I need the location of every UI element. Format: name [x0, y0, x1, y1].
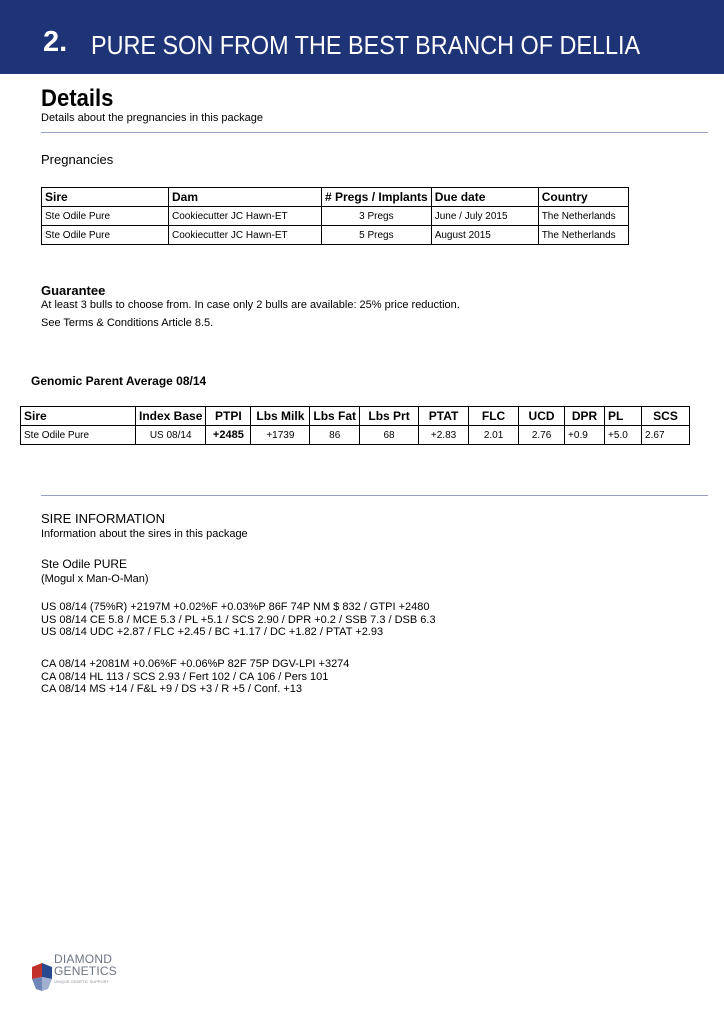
proof-line: US 08/14 (75%R) +2197M +0.02%F +0.03%P 86F 74P NM $ 832 / GTPI +2480	[41, 601, 430, 613]
table-cell: The Netherlands	[538, 207, 628, 226]
table-cell: +2.83	[419, 426, 469, 445]
column-header: Index Base	[136, 407, 206, 426]
table-row	[42, 226, 629, 245]
sire-pedigree: (Mogul x Man-O-Man)	[41, 573, 149, 585]
table-row	[21, 426, 690, 445]
proof-line: CA 08/14 HL 113 / SCS 2.93 / Fert 102 / CA 106 / Pers 101	[41, 670, 329, 683]
column-header: FLC	[469, 407, 519, 426]
table-cell: Ste Odile Pure	[21, 426, 136, 445]
column-header: SCS	[642, 407, 690, 426]
proof-line: US 08/14 CE 5.8 / MCE 5.3 / PL +5.1 / SCS 2.90 / DPR +0.2 / SSB 7.3 / DSB 6.3	[41, 613, 436, 626]
column-header: PTPI	[206, 407, 251, 426]
column-header: Lbs Prt	[360, 407, 419, 426]
table-cell: +1739	[251, 426, 310, 445]
genomic-table	[20, 406, 690, 445]
proof-line: US 08/14 UDC +2.87 / FLC +2.45 / BC +1.17 / DC +1.82 / PTAT +2.93	[41, 626, 384, 638]
table-cell: Cookiecutter JC Hawn-ET	[169, 226, 322, 245]
table-cell: August 2015	[431, 226, 538, 245]
table-cell: 3 Pregs	[322, 207, 432, 226]
proof-line: CA 08/14 +2081M +0.06%F +0.06%P 82F 75P DGV-LPI +3274	[41, 658, 350, 670]
table-row	[42, 207, 629, 226]
ca-proof-block	[41, 658, 349, 696]
table-cell: +0.9	[565, 426, 605, 445]
table-header-row	[42, 188, 629, 207]
proof-line: CA 08/14 MS +14 / F&L +9 / DS +3 / R +5 / Conf. +13	[41, 683, 302, 695]
sire-info-subtitle: Information about the sires in this package	[41, 528, 248, 540]
logo-tagline: UNIQUE GENETIC SUPPORT	[54, 979, 109, 984]
terms-reference: See Terms & Conditions Article 8.5.	[41, 317, 214, 329]
table-cell: +2485	[206, 426, 251, 445]
table-cell: Cookiecutter JC Hawn-ET	[169, 207, 322, 226]
genomic-heading: Genomic Parent Average 08/14	[31, 374, 207, 388]
divider	[41, 132, 708, 133]
table-cell: June / July 2015	[431, 207, 538, 226]
table-cell: Ste Odile Pure	[42, 226, 169, 245]
table-cell: 2.67	[642, 426, 690, 445]
pregnancies-table	[41, 187, 629, 245]
header-banner	[0, 0, 724, 74]
table-cell: 2.76	[519, 426, 565, 445]
table-cell: 5 Pregs	[322, 226, 432, 245]
column-header: # Pregs / Implants	[322, 188, 432, 207]
sire-info-heading: SIRE INFORMATION	[41, 511, 165, 526]
column-header: Sire	[42, 188, 169, 207]
table-cell: US 08/14	[136, 426, 206, 445]
column-header: PL	[605, 407, 642, 426]
column-header: DPR	[565, 407, 605, 426]
column-header: Sire	[21, 407, 136, 426]
column-header: Lbs Milk	[251, 407, 310, 426]
section-title: PURE SON FROM THE BEST BRANCH OF DELLIA	[91, 30, 641, 60]
details-heading: Details	[41, 85, 114, 112]
table-cell: 68	[360, 426, 419, 445]
diamond-genetics-logo	[32, 953, 122, 998]
column-header: UCD	[519, 407, 565, 426]
divider	[41, 495, 708, 496]
us-proof-block	[41, 601, 436, 639]
table-cell: +5.0	[605, 426, 642, 445]
guarantee-text: At least 3 bulls to choose from. In case only 2 bulls are available: 25% price reduction.	[41, 299, 460, 311]
table-cell: 2.01	[469, 426, 519, 445]
pregnancies-heading: Pregnancies	[41, 152, 114, 167]
section-number: 2.	[43, 26, 68, 58]
details-subtitle: Details about the pregnancies in this package	[41, 112, 263, 124]
logo-wordmark: DIAMOND GENETICS	[54, 952, 117, 978]
guarantee-heading: Guarantee	[41, 283, 106, 298]
column-header: Dam	[169, 188, 322, 207]
table-header-row	[21, 407, 690, 426]
column-header: Country	[538, 188, 628, 207]
diamond-logo-icon	[32, 961, 52, 991]
table-cell: 86	[310, 426, 360, 445]
sire-name: Ste Odile PURE	[41, 557, 128, 571]
column-header: PTAT	[419, 407, 469, 426]
table-cell: The Netherlands	[538, 226, 628, 245]
column-header: Due date	[431, 188, 538, 207]
table-cell: Ste Odile Pure	[42, 207, 169, 226]
column-header: Lbs Fat	[310, 407, 360, 426]
